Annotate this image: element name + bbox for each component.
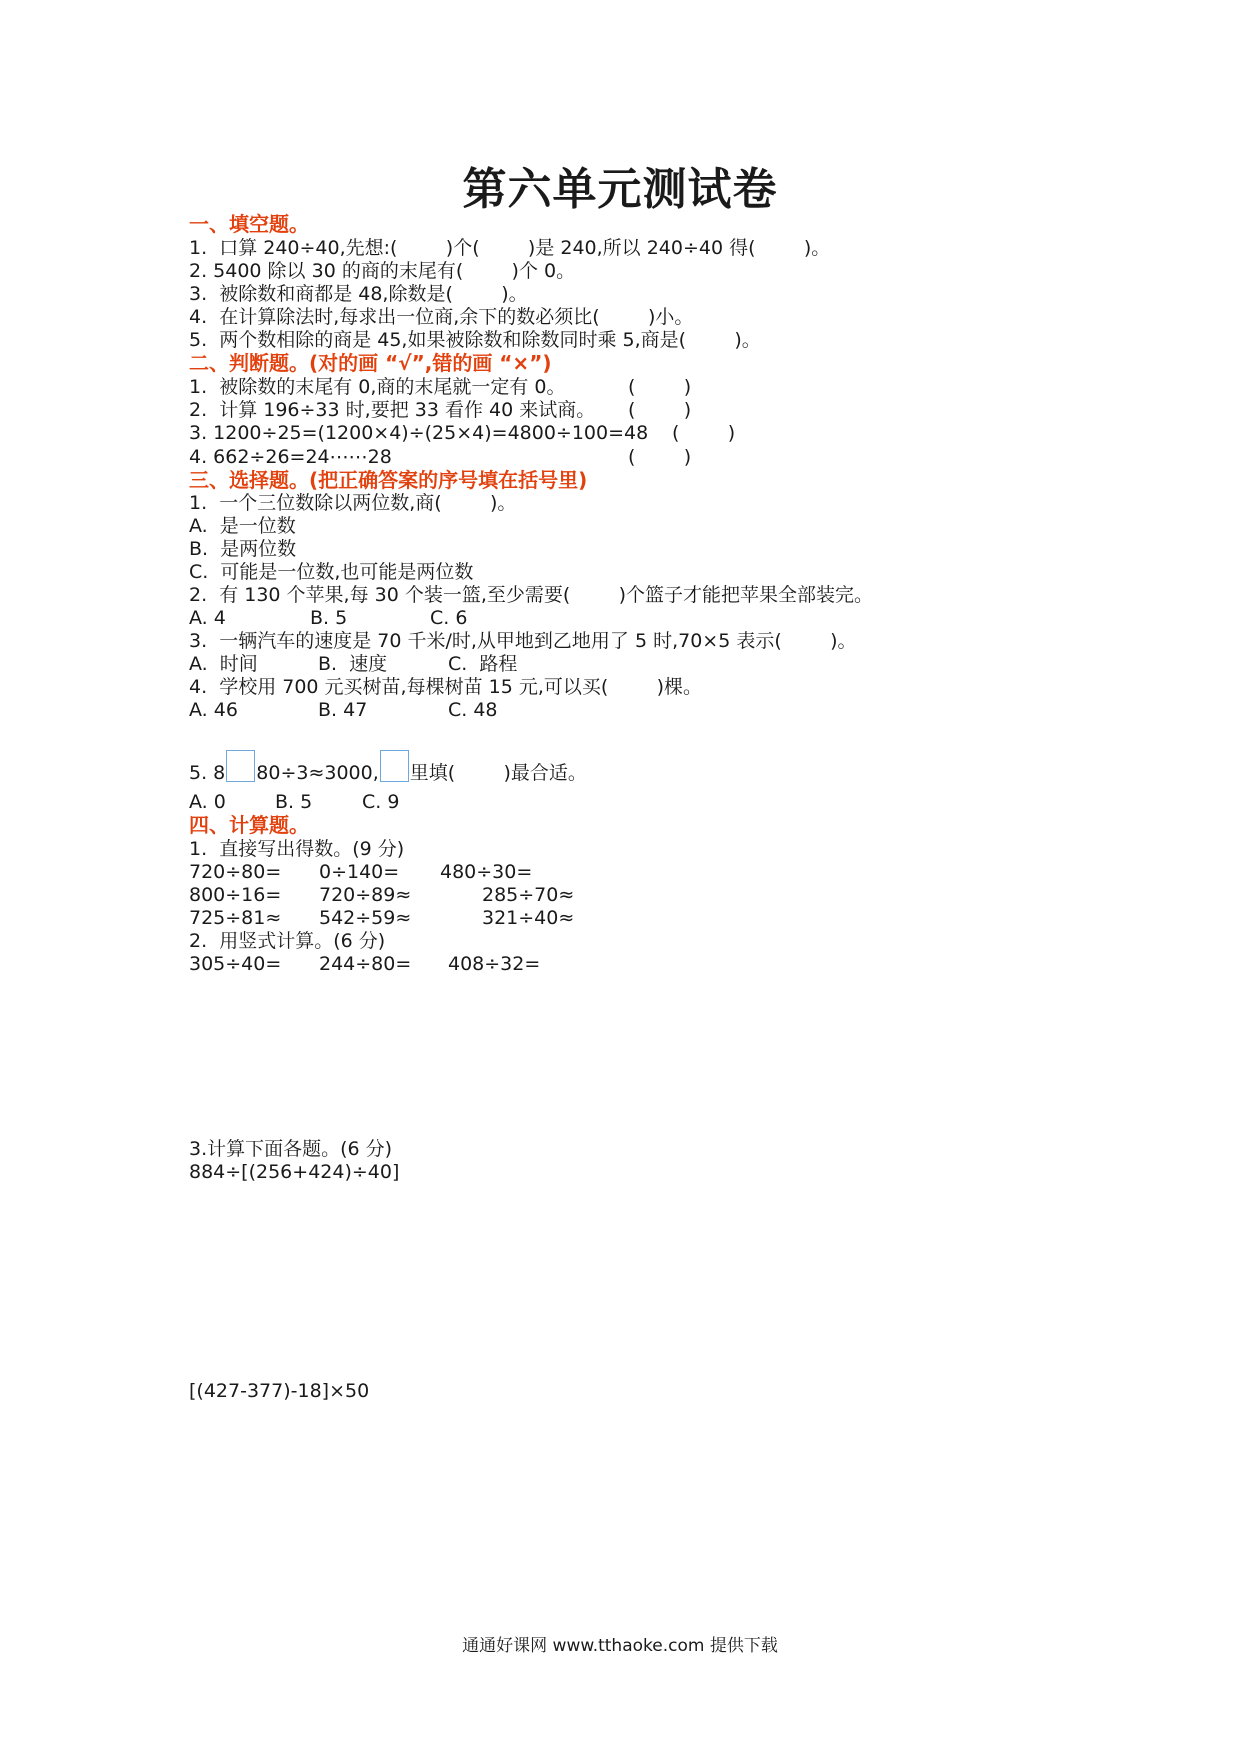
choice-question-4: 4. 学校用 700 元买树苗,每棵树苗 15 元,可以买( )棵。 xyxy=(189,676,703,698)
judgement-answer-paren-4: ( ) xyxy=(628,446,692,468)
choice-option: A. 是一位数 xyxy=(189,515,296,537)
choice-option: C. 48 xyxy=(448,699,498,721)
choice-question-3: 3. 一辆汽车的速度是 70 千米/时,从甲地到乙地用了 5 时,70×5 表示( )。 xyxy=(189,630,857,652)
judgement-answer-paren-1: ( ) xyxy=(628,376,692,398)
calc-item: 408÷32= xyxy=(448,953,541,975)
choice-option: B. 5 xyxy=(275,791,313,813)
digit-blank-box xyxy=(226,750,255,782)
digit-blank-box xyxy=(380,750,409,782)
section-heading-calculation: 四、计算题。 xyxy=(189,813,309,837)
calc-item: 321÷40≈ xyxy=(482,907,575,929)
fill-blank-question-4: 4. 在计算除法时,每求出一位商,余下的数必须比( )小。 xyxy=(189,306,694,328)
choice-option: B. 是两位数 xyxy=(189,538,297,560)
choice-question-2: 2. 有 130 个苹果,每 30 个装一篮,至少需要( )个篮子才能把苹果全部装完。 xyxy=(189,584,874,606)
choice-option: A. 4 xyxy=(189,607,226,629)
choice-option: A. 46 xyxy=(189,699,238,721)
footer-credit: 通通好课网 www.tthaoke.com 提供下载 xyxy=(462,1636,778,1656)
choice-option: C. 6 xyxy=(430,607,468,629)
judgement-question-4: 4. 662÷26=24⋯⋯28 xyxy=(189,446,392,468)
calc-item: 285÷70≈ xyxy=(482,884,575,906)
calc-item: 305÷40= xyxy=(189,953,282,975)
choice-question-5 xyxy=(189,750,587,785)
choice-option: B. 47 xyxy=(318,699,368,721)
fill-blank-question-3: 3. 被除数和商都是 48,除数是( )。 xyxy=(189,283,528,305)
calc-part-3-heading: 3.计算下面各题。(6 分) xyxy=(189,1138,393,1160)
calc-item: 542÷59≈ xyxy=(319,907,412,929)
calc-part-2-heading: 2. 用竖式计算。(6 分) xyxy=(189,930,386,952)
section-heading-judgement: 二、判断题。(对的画 “√”,错的画 “×”) xyxy=(189,351,552,375)
judgement-question-1: 1. 被除数的末尾有 0,商的末尾就一定有 0。 xyxy=(189,376,566,398)
calc-item: 0÷140= xyxy=(319,861,400,883)
calc-item: 800÷16= xyxy=(189,884,282,906)
judgement-question-2: 2. 计算 196÷33 时,要把 33 看作 40 来试商。 xyxy=(189,399,596,421)
judgement-question-3: 3. 1200÷25=(1200×4)÷(25×4)=4800÷100=48 xyxy=(189,422,649,444)
choice-option: A. 时间 xyxy=(189,653,258,675)
page-title: 第六单元测试卷 xyxy=(462,164,778,215)
question-5-middle: 80÷3≈3000, xyxy=(256,762,379,784)
calc-item: 720÷89≈ xyxy=(319,884,412,906)
judgement-answer-paren-2: ( ) xyxy=(628,399,692,421)
calc-item: 244÷80= xyxy=(319,953,412,975)
calc-item: 884÷[(256+424)÷40] xyxy=(189,1161,400,1183)
judgement-answer-paren-3: ( ) xyxy=(672,422,736,444)
choice-option: C. 路程 xyxy=(448,653,518,675)
calc-item: [(427-377)-18]×50 xyxy=(189,1380,370,1402)
calc-item: 480÷30= xyxy=(440,861,533,883)
choice-option: A. 0 xyxy=(189,791,226,813)
choice-option: C. 可能是一位数,也可能是两位数 xyxy=(189,561,474,583)
fill-blank-question-2: 2. 5400 除以 30 的商的末尾有( )个 0。 xyxy=(189,260,576,282)
calc-part-1-heading: 1. 直接写出得数。(9 分) xyxy=(189,838,405,860)
choice-option: B. 速度 xyxy=(318,653,388,675)
question-5-prefix: 5. 8 xyxy=(189,762,226,784)
fill-blank-question-1: 1. 口算 240÷40,先想:( )个( )是 240,所以 240÷40 得( )。 xyxy=(189,237,831,259)
choice-option: B. 5 xyxy=(310,607,348,629)
choice-option: C. 9 xyxy=(362,791,400,813)
section-heading-choice: 三、选择题。(把正确答案的序号填在括号里) xyxy=(189,468,588,492)
fill-blank-question-5: 5. 两个数相除的商是 45,如果被除数和除数同时乘 5,商是( )。 xyxy=(189,329,761,351)
calc-item: 720÷80= xyxy=(189,861,282,883)
choice-question-1: 1. 一个三位数除以两位数,商( )。 xyxy=(189,492,517,514)
section-heading-fill-blank: 一、填空题。 xyxy=(189,212,309,236)
calc-item: 725÷81≈ xyxy=(189,907,282,929)
question-5-suffix: 里填( )最合适。 xyxy=(409,762,587,784)
